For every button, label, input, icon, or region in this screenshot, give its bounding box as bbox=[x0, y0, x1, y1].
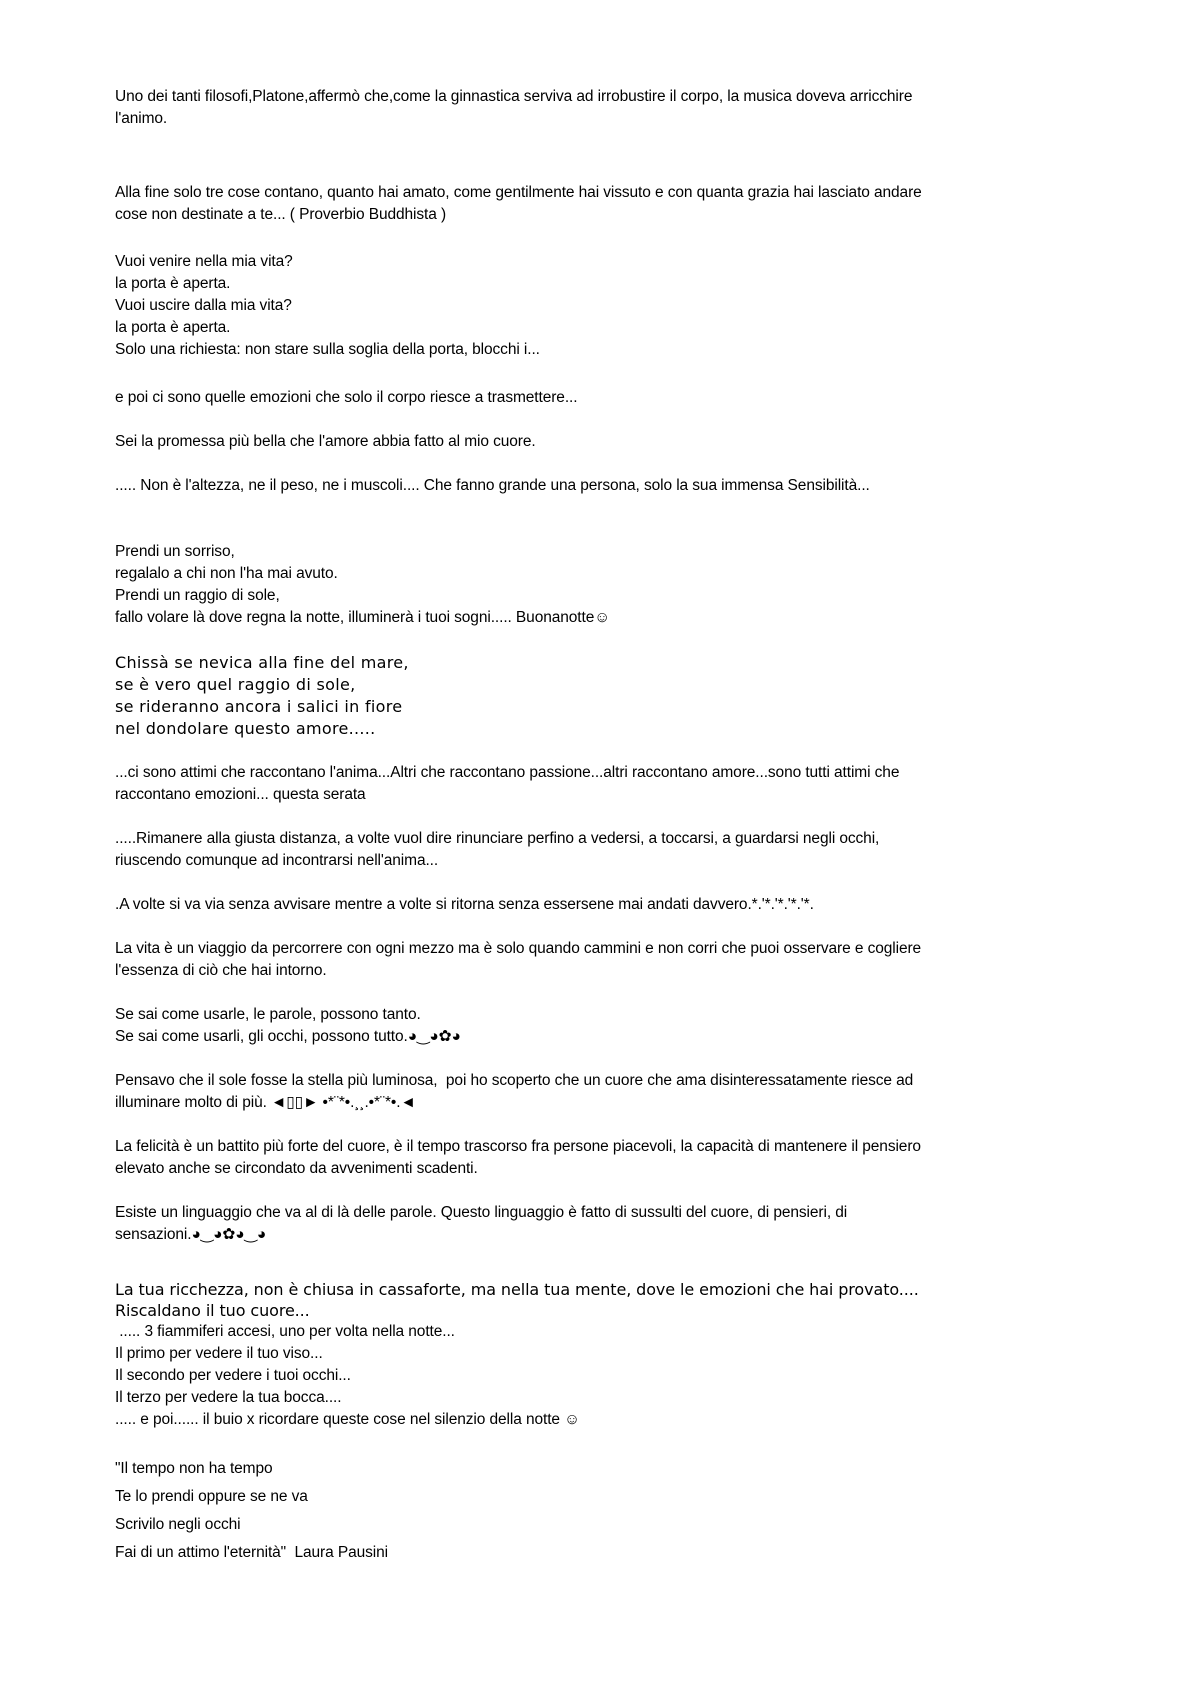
text-line: Uno dei tanti filosofi,Platone,affermò che,come la ginnastica serviva ad irrobustire il corpo, la musica doveva arricchire bbox=[115, 88, 913, 105]
text-line: illuminare molto di più. ◄▯▯► •*¨*•.¸¸.•*¨*•.◄ bbox=[115, 1094, 416, 1111]
paragraph-ricchezza-fiammiferi bbox=[115, 1279, 1095, 1431]
paragraph-emozioni-corpo bbox=[115, 387, 1095, 409]
text-line: sensazioni.◕‿◕✿◕‿◕ bbox=[115, 1226, 267, 1243]
paragraph-giusta-distanza bbox=[115, 828, 1095, 872]
paragraph-porta-aperta bbox=[115, 251, 1095, 361]
text-line: .....Rimanere alla giusta distanza, a volte vuol dire rinunciare perfino a vedersi, a toccarsi, a guardarsi negli occhi, bbox=[115, 830, 880, 847]
paragraph-viaggio bbox=[115, 938, 1095, 982]
paragraph-senza-avvisare bbox=[115, 894, 1095, 916]
text-line: .A volte si va via senza avvisare mentre a volte si ritorna senza essersene mai andati davvero.*.'*.'*.'*.'*. bbox=[115, 896, 814, 913]
text-line: Pensavo che il sole fosse la stella più luminosa, poi ho scoperto che un cuore che ama disinteressatamente riesce ad bbox=[115, 1072, 914, 1089]
text-line: Prendi un sorriso, bbox=[115, 543, 235, 560]
paragraph-sole-stella bbox=[115, 1070, 1095, 1114]
text-line: la porta è aperta. bbox=[115, 275, 231, 292]
text-line: La felicità è un battito più forte del cuore, è il tempo trascorso fra persone piacevoli, la capacità di mantenere il pensiero bbox=[115, 1138, 921, 1155]
text-line: "Il tempo non ha tempo bbox=[115, 1460, 273, 1477]
paragraph-prendi-sorriso bbox=[115, 541, 1095, 629]
text-line: riuscendo comunque ad incontrarsi nell'anima... bbox=[115, 852, 439, 869]
text-line: se è vero quel raggio di sole, bbox=[115, 675, 356, 694]
paragraph-linguaggio bbox=[115, 1202, 1095, 1246]
text-line: Vuoi uscire dalla mia vita? bbox=[115, 297, 292, 314]
text-line: Vuoi venire nella mia vita? bbox=[115, 253, 293, 270]
paragraph-chissa-nevica bbox=[115, 652, 1095, 740]
paragraph-laura-pausini bbox=[115, 1455, 1095, 1567]
text-line: ..... e poi...... il buio x ricordare queste cose nel silenzio della notte ☺ bbox=[115, 1411, 580, 1428]
text-line: Sei la promessa più bella che l'amore abbia fatto al mio cuore. bbox=[115, 433, 536, 450]
text-line: fallo volare là dove regna la notte, illuminerà i tuoi sogni..... Buonanotte☺ bbox=[115, 609, 610, 626]
text-line: Il terzo per vedere la tua bocca.... bbox=[115, 1389, 342, 1406]
text-line: Prendi un raggio di sole, bbox=[115, 587, 280, 604]
text-line: Scrivilo negli occhi bbox=[115, 1516, 241, 1533]
text-line: se rideranno ancora i salici in fiore bbox=[115, 697, 403, 716]
text-line: Alla fine solo tre cose contano, quanto hai amato, come gentilmente hai vissuto e con quanta grazia hai lasciato andare bbox=[115, 184, 922, 201]
text-line: ..... Non è l'altezza, ne il peso, ne i muscoli.... Che fanno grande una persona, solo la sua immensa Sensibilità... bbox=[115, 477, 870, 494]
paragraph-parole-occhi bbox=[115, 1004, 1095, 1048]
text-line: Fai di un attimo l'eternità" Laura Pausini bbox=[115, 1544, 388, 1561]
text-line: l'essenza di ciò che hai intorno. bbox=[115, 962, 327, 979]
text-line: Riscaldano il tuo cuore... bbox=[115, 1301, 310, 1320]
text-line: cose non destinate a te... ( Proverbio Buddhista ) bbox=[115, 206, 447, 223]
text-line: La vita è un viaggio da percorrere con ogni mezzo ma è solo quando cammini e non corri che puoi osservare e cogliere bbox=[115, 940, 922, 957]
text-line: Solo una richiesta: non stare sulla soglia della porta, blocchi i... bbox=[115, 341, 540, 358]
paragraph-proverbio-buddhista bbox=[115, 182, 1095, 226]
text-line: elevato anche se circondato da avvenimenti scadenti. bbox=[115, 1160, 478, 1177]
paragraph-felicita bbox=[115, 1136, 1095, 1180]
text-line: la porta è aperta. bbox=[115, 319, 231, 336]
text-line: nel dondolare questo amore..... bbox=[115, 719, 376, 738]
text-line: Te lo prendi oppure se ne va bbox=[115, 1488, 308, 1505]
text-line: ...ci sono attimi che raccontano l'anima...Altri che raccontano passione...altri raccontano amore...sono tutti attimi che bbox=[115, 764, 900, 781]
paragraph-platone bbox=[115, 86, 1095, 130]
text-line: Esiste un linguaggio che va al di là delle parole. Questo linguaggio è fatto di sussulti del cuore, di pensieri, di bbox=[115, 1204, 848, 1221]
text-line: regalalo a chi non l'ha mai avuto. bbox=[115, 565, 338, 582]
paragraph-sensibilita bbox=[115, 475, 1095, 497]
text-line: e poi ci sono quelle emozioni che solo il corpo riesce a trasmettere... bbox=[115, 389, 578, 406]
text-line: Chissà se nevica alla fine del mare, bbox=[115, 653, 409, 672]
text-line: Il primo per vedere il tuo viso... bbox=[115, 1345, 323, 1362]
text-line: Il secondo per vedere i tuoi occhi... bbox=[115, 1367, 351, 1384]
text-line: Se sai come usarli, gli occhi, possono tutto.◕‿◕✿◕ bbox=[115, 1028, 461, 1045]
text-line: Se sai come usarle, le parole, possono tanto. bbox=[115, 1006, 421, 1023]
text-line: La tua ricchezza, non è chiusa in cassaforte, ma nella tua mente, dove le emozioni che hai provato.... bbox=[115, 1280, 919, 1299]
text-line: raccontano emozioni... questa serata bbox=[115, 786, 366, 803]
text-line: l'animo. bbox=[115, 110, 168, 127]
paragraph-promessa bbox=[115, 431, 1095, 453]
paragraph-attimi bbox=[115, 762, 1095, 806]
text-line: ..... 3 fiammiferi accesi, uno per volta nella notte... bbox=[115, 1323, 455, 1340]
